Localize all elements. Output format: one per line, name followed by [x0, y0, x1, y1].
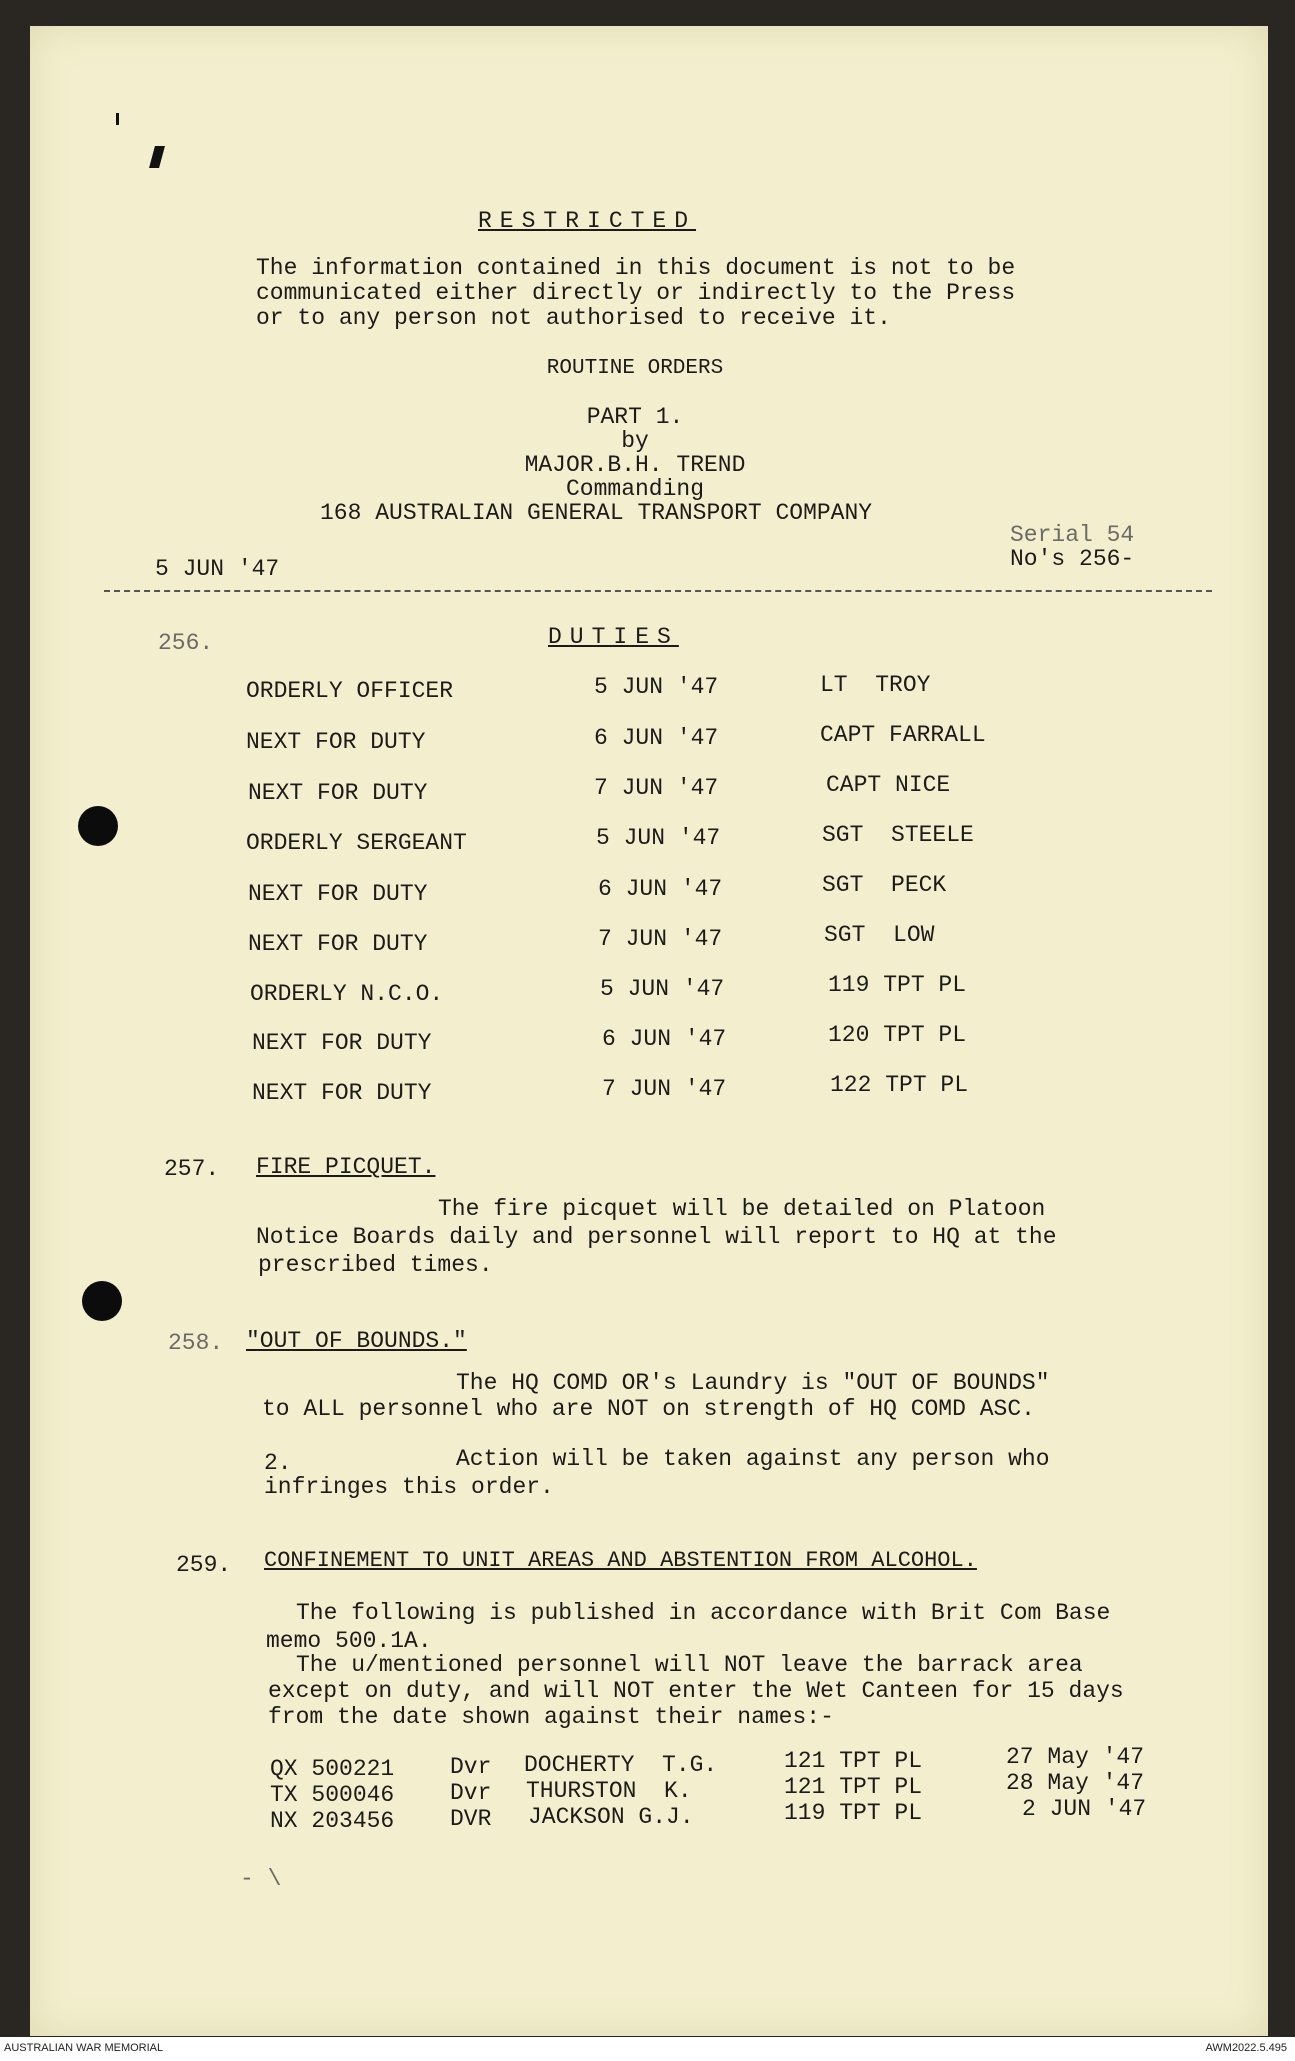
ink-mark: - \: [240, 1866, 282, 1892]
duty-name: NEXT FOR DUTY: [248, 881, 428, 907]
commanding-label: Commanding: [565, 476, 705, 502]
restricted-heading: RESTRICTED: [478, 208, 697, 234]
personnel-number: NX 203456: [270, 1808, 395, 1834]
duty-name: NEXT FOR DUTY: [248, 931, 428, 957]
personnel-unit: 119 TPT PL: [784, 1800, 923, 1826]
paragraph-line: The HQ COMD OR's Laundry is "OUT OF BOUNDS": [456, 1370, 1050, 1396]
punch-hole-bottom: [82, 1281, 122, 1321]
paragraph-line: The fire picquet will be detailed on Platoon: [438, 1196, 1046, 1222]
paragraph-number: 2.: [264, 1450, 292, 1476]
duty-date: 6 JUN '47: [602, 1026, 727, 1052]
duty-name: NEXT FOR DUTY: [246, 729, 426, 755]
duty-name: NEXT FOR DUTY: [248, 780, 428, 806]
part-label: PART 1.: [586, 404, 684, 430]
duty-person: CAPT FARRALL: [820, 722, 986, 748]
personnel-date: 28 May '47: [1006, 1770, 1145, 1796]
personnel-unit: 121 TPT PL: [784, 1748, 923, 1774]
duty-date: 7 JUN '47: [598, 926, 723, 952]
footer-source: AUSTRALIAN WAR MEMORIAL: [4, 2042, 164, 2054]
duty-person: 120 TPT PL: [828, 1022, 967, 1048]
paragraph-line: The following is published in accordance with Brit Com Base: [296, 1600, 1111, 1626]
duty-name: NEXT FOR DUTY: [252, 1080, 432, 1106]
section-heading: "OUT OF BOUNDS.": [246, 1328, 467, 1354]
paragraph-line: to ALL personnel who are NOT on strength of HQ COMD ASC.: [262, 1396, 1035, 1422]
duty-date: 6 JUN '47: [598, 876, 723, 902]
personnel-name: DOCHERTY T.G.: [524, 1752, 718, 1778]
duty-person: SGT PECK: [822, 872, 947, 898]
duty-name: ORDERLY N.C.O.: [250, 981, 444, 1007]
duty-person: CAPT NICE: [826, 772, 951, 798]
paragraph-line: except on duty, and will NOT enter the Wet Canteen for 15 days: [268, 1678, 1124, 1704]
personnel-date: 27 May '47: [1006, 1744, 1145, 1770]
unit-name: 168 AUSTRALIAN GENERAL TRANSPORT COMPANY: [320, 500, 873, 526]
ink-mark: [116, 113, 119, 125]
duty-date: 7 JUN '47: [602, 1076, 727, 1102]
paragraph-line: The u/mentioned personnel will NOT leave the barrack area: [296, 1652, 1083, 1678]
duties-number: 256.: [158, 630, 214, 656]
archive-footer: [0, 2037, 1295, 2061]
paragraph-line: memo 500.1A.: [266, 1628, 432, 1654]
section-number: 258.: [168, 1330, 224, 1356]
section-number: 259.: [176, 1552, 232, 1578]
duties-heading: DUTIES: [548, 624, 679, 650]
paragraph-line: prescribed times.: [258, 1252, 493, 1278]
duty-date: 7 JUN '47: [594, 775, 719, 801]
duty-date: 5 JUN '47: [596, 825, 721, 851]
orders-title: ROUTINE ORDERS: [546, 357, 724, 380]
notice-line: The information contained in this document is not to be: [256, 255, 1016, 281]
notice-line: communicated either directly or indirectly to the Press: [256, 280, 1016, 306]
duty-person: 119 TPT PL: [828, 972, 967, 998]
paragraph-line: Notice Boards daily and personnel will report to HQ at the: [256, 1224, 1057, 1250]
duty-name: ORDERLY OFFICER: [246, 678, 454, 704]
punch-hole-top: [78, 806, 118, 846]
duty-date: 5 JUN '47: [594, 674, 719, 700]
section-heading: FIRE PICQUET.: [256, 1154, 436, 1180]
duty-person: 122 TPT PL: [830, 1072, 969, 1098]
section-number: 257.: [164, 1156, 220, 1182]
order-numbers: No's 256-: [1010, 546, 1135, 572]
notice-line: or to any person not authorised to receive it.: [256, 305, 891, 331]
by-label: by: [621, 428, 649, 454]
personnel-name: THURSTON K.: [526, 1778, 692, 1804]
divider-line: [104, 590, 1212, 592]
officer-name: MAJOR.B.H. TREND: [524, 452, 746, 478]
duty-name: ORDERLY SERGEANT: [246, 830, 467, 856]
personnel-rank: Dvr: [450, 1754, 492, 1780]
personnel-unit: 121 TPT PL: [784, 1774, 923, 1800]
paragraph-line: Action will be taken against any person who: [456, 1446, 1050, 1472]
duty-date: 5 JUN '47: [600, 976, 725, 1002]
personnel-rank: DVR: [450, 1806, 492, 1832]
duty-person: SGT LOW: [824, 922, 935, 948]
personnel-date: 2 JUN '47: [1022, 1796, 1147, 1822]
personnel-name: JACKSON G.J.: [528, 1804, 694, 1830]
duty-name: NEXT FOR DUTY: [252, 1030, 432, 1056]
serial-number: Serial 54: [1010, 522, 1135, 548]
duty-person: SGT STEELE: [822, 822, 974, 848]
personnel-number: QX 500221: [270, 1756, 395, 1782]
personnel-number: TX 500046: [270, 1782, 395, 1808]
order-date: 5 JUN '47: [155, 556, 280, 582]
duty-date: 6 JUN '47: [594, 725, 719, 751]
duty-person: LT TROY: [820, 672, 931, 698]
paragraph-line: from the date shown against their names:-: [268, 1704, 834, 1730]
section-heading: CONFINEMENT TO UNIT AREAS AND ABSTENTION FROM ALCOHOL.: [264, 1548, 977, 1573]
paragraph-line: infringes this order.: [264, 1474, 554, 1500]
personnel-rank: Dvr: [450, 1780, 492, 1806]
footer-reference: AWM2022.5.495: [1205, 2042, 1287, 2054]
